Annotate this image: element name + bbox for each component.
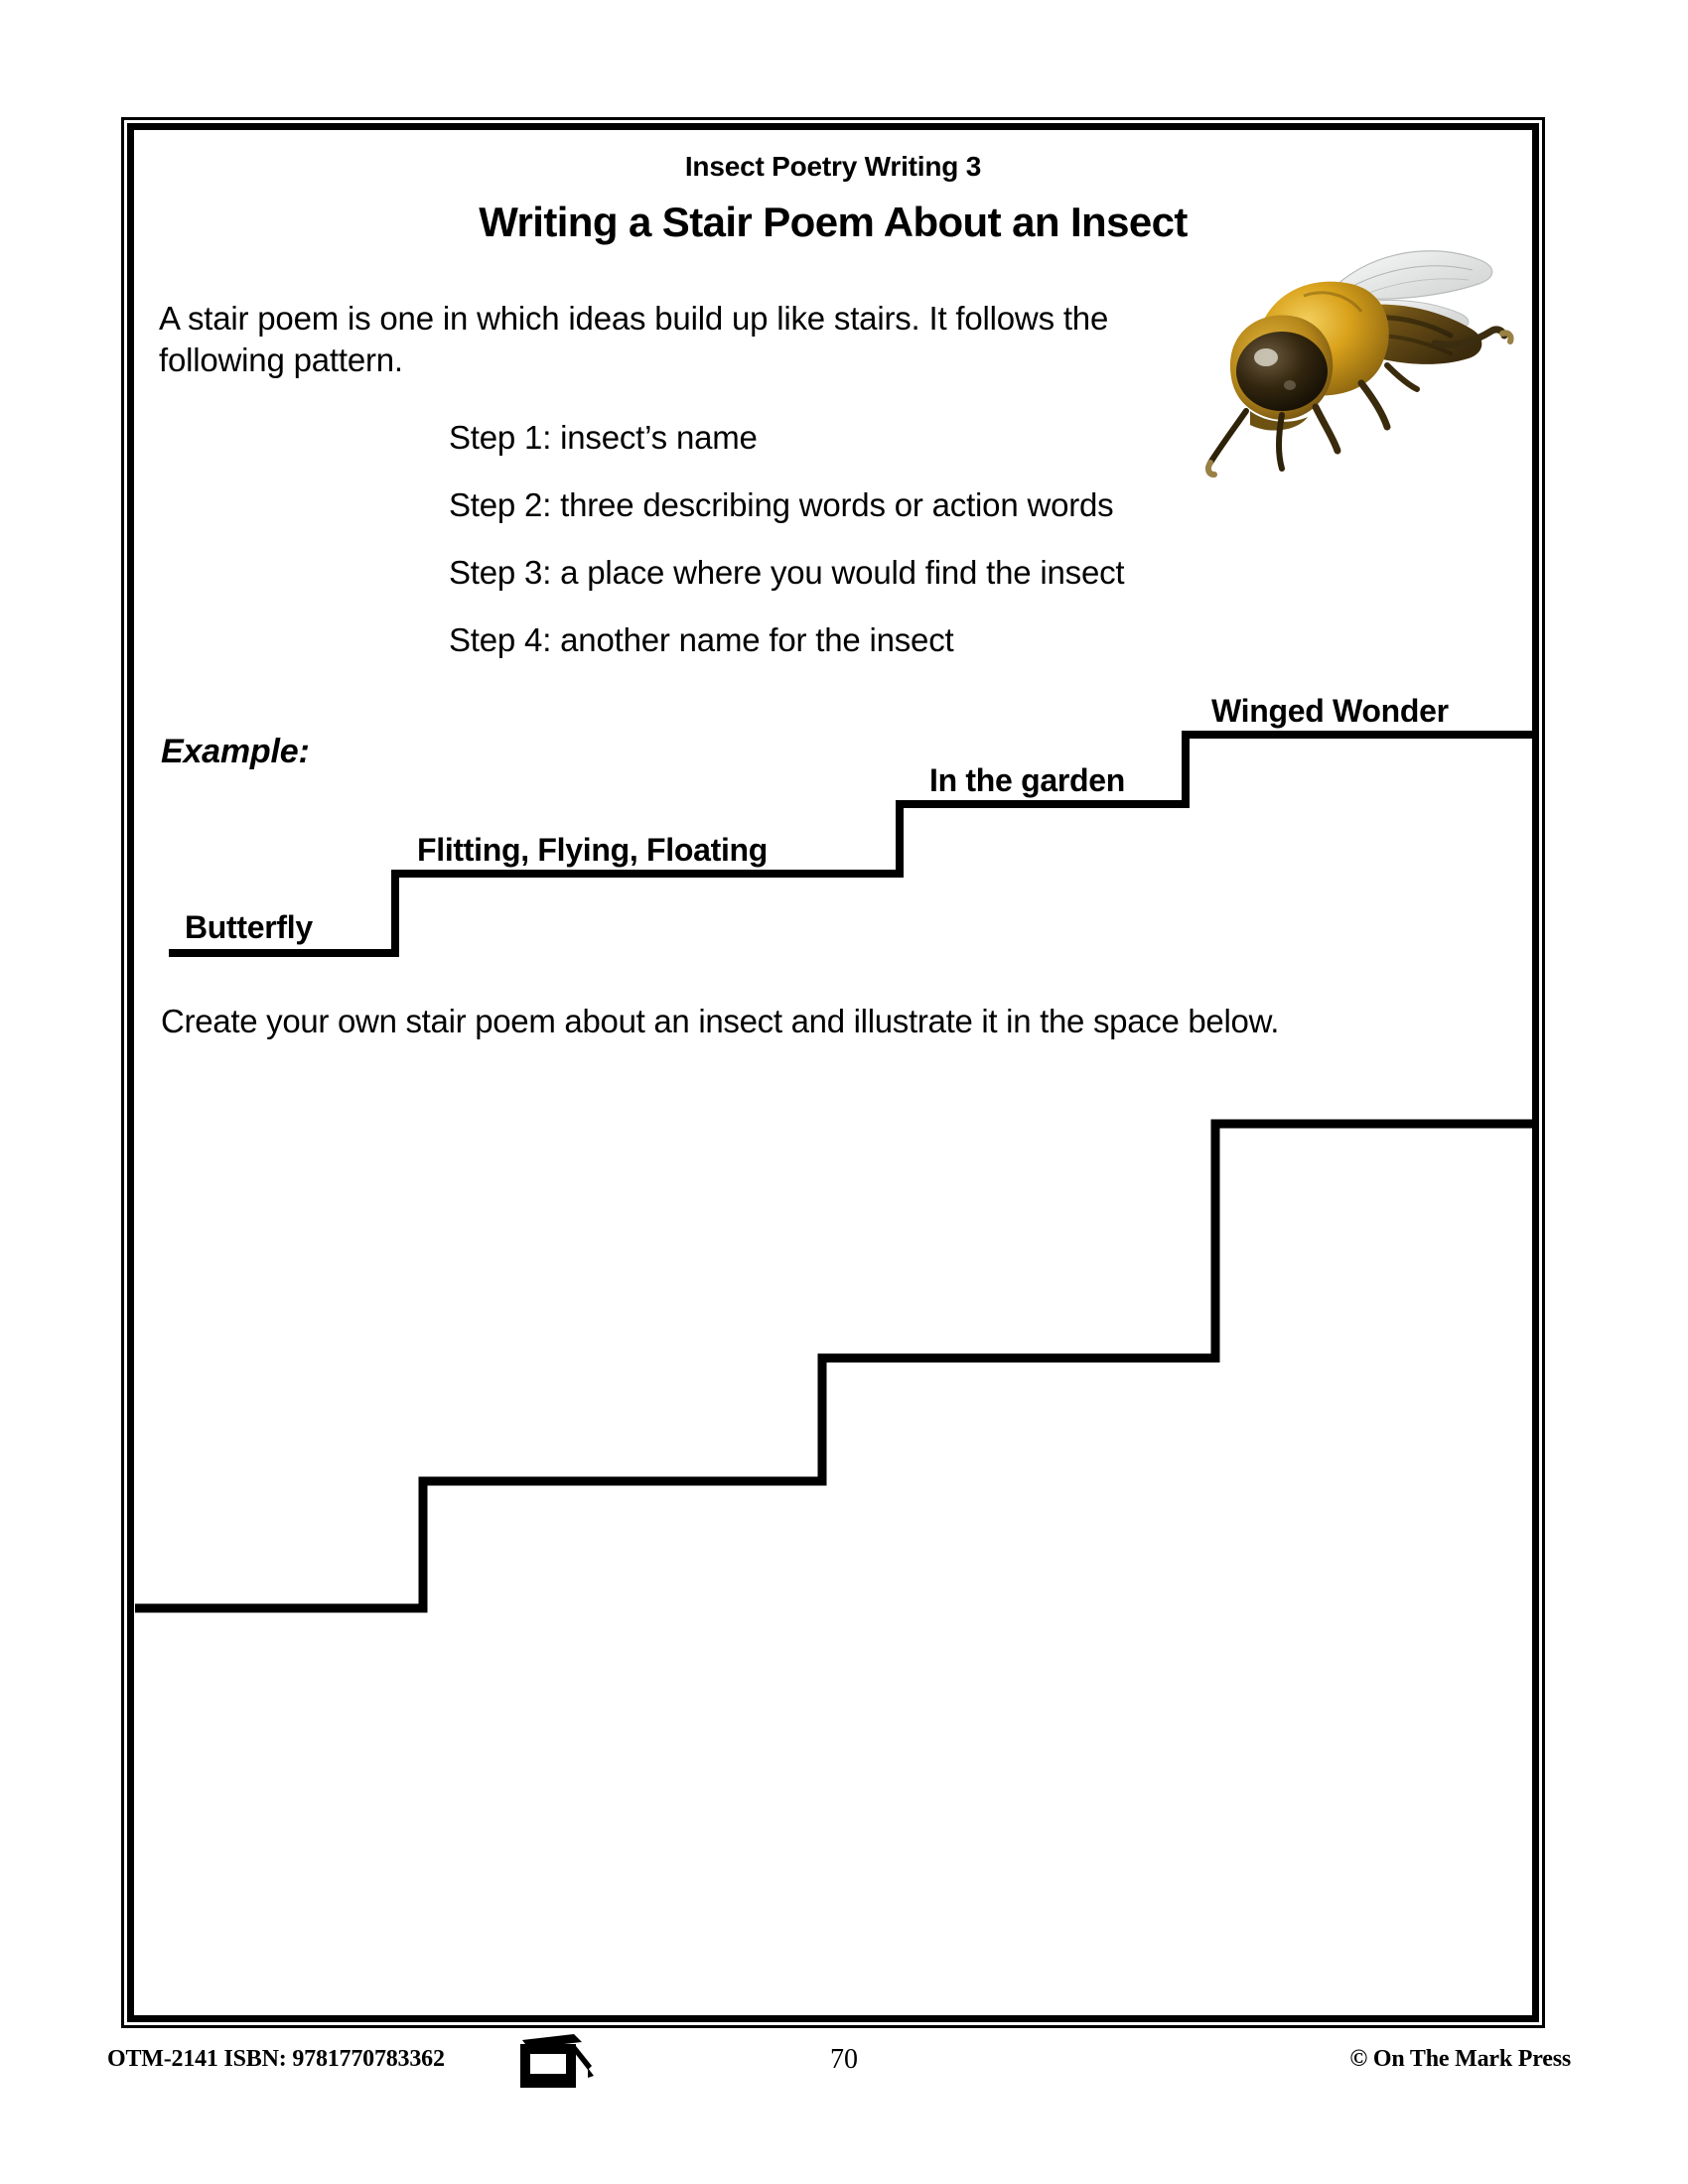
example-stair-label-1: Butterfly	[185, 909, 313, 945]
example-stair-diagram	[127, 695, 1539, 993]
intro-paragraph: A stair poem is one in which ideas build up like stairs. It follows the following pattern.	[159, 300, 1109, 379]
page-number: 70	[830, 2044, 858, 2075]
blank-stairs-outline	[127, 1112, 1539, 1628]
step-item-1: Step 1: insect’s name	[449, 419, 758, 456]
example-stair-label-4: Winged Wonder	[1211, 693, 1449, 729]
instruction-line: Create your own stair poem about an insect and illustrate it in the space below.	[161, 1003, 1280, 1039]
example-stair-label-3: In the garden	[929, 762, 1126, 798]
step-item-3: Step 3: a place where you would find the insect	[449, 554, 1125, 591]
steps-list	[449, 421, 1442, 691]
footer-copyright: © On The Mark Press	[1349, 2046, 1571, 2072]
page-border-inner	[127, 123, 1539, 2022]
step-item-2: Step 2: three describing words or action words	[449, 486, 1114, 523]
step-item-4: Step 4: another name for the insect	[449, 621, 954, 658]
student-stair-work-area[interactable]	[127, 1112, 1539, 1628]
worksheet-kicker: Insect Poetry Writing 3	[684, 151, 982, 182]
page-footer	[0, 2040, 1688, 2110]
example-label: Example:	[161, 733, 310, 770]
example-stair-label-2: Flitting, Flying, Floating	[417, 832, 769, 868]
footer-isbn: OTM-2141 ISBN: 9781770783362	[107, 2046, 445, 2072]
page-title: Writing a Stair Poem About an Insect	[479, 199, 1188, 245]
example-stairs-outline	[127, 695, 1539, 993]
